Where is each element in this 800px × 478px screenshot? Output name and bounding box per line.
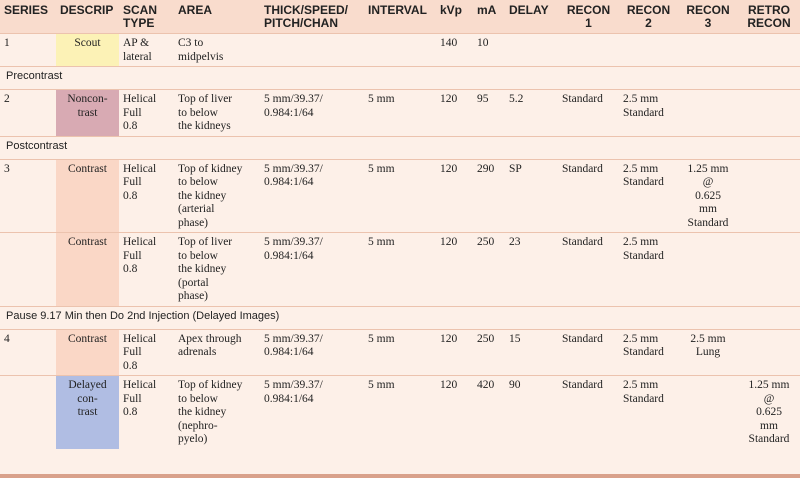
cell-kvp: 120 [436,90,473,137]
cell-series [0,376,56,449]
cell-descrip: Scout [56,34,119,67]
cell-kvp: 120 [436,159,473,233]
cell-recon-2 [619,34,678,67]
cell-delay: 90 [505,376,558,449]
cell-kvp: 140 [436,34,473,67]
cell-recon-1 [558,34,619,67]
header-interval: INTERVAL [364,0,436,34]
cell-thick-speed [260,34,364,67]
cell-interval [364,34,436,67]
table-row [0,329,800,376]
bottom-rule [0,474,800,478]
cell-recon-3 [678,233,738,307]
cell-recon-2: 2.5 mm Standard [619,90,678,137]
cell-interval: 5 mm [364,376,436,449]
cell-recon-2: 2.5 mm Standard [619,329,678,376]
cell-series [0,233,56,307]
cell-recon-3 [678,376,738,449]
section-row [0,67,800,90]
table-row [0,376,800,449]
cell-thick-speed: 5 mm/39.37/ 0.984:1/64 [260,90,364,137]
header-recon-1: RECON 1 [558,0,619,34]
cell-interval: 5 mm [364,90,436,137]
header-area: AREA [174,0,260,34]
section-row [0,306,800,329]
cell-thick-speed: 5 mm/39.37/ 0.984:1/64 [260,159,364,233]
cell-retro-recon: 1.25 mm @ 0.625 mm Standard [738,376,800,449]
cell-recon-1: Standard [558,90,619,137]
cell-area: Top of kidney to below the kidney (arterial phase) [174,159,260,233]
cell-descrip: Delayed con- trast [56,376,119,449]
cell-kvp: 120 [436,329,473,376]
cell-descrip: Contrast [56,329,119,376]
header-kvp: kVp [436,0,473,34]
header-ma: mA [473,0,505,34]
cell-delay: SP [505,159,558,233]
cell-recon-2: 2.5 mm Standard [619,233,678,307]
cell-retro-recon [738,90,800,137]
cell-delay: 5.2 [505,90,558,137]
cell-thick-speed: 5 mm/39.37/ 0.984:1/64 [260,233,364,307]
cell-recon-3: 1.25 mm @ 0.625 mm Standard [678,159,738,233]
table-row [0,233,800,307]
cell-recon-1: Standard [558,159,619,233]
cell-ma: 250 [473,233,505,307]
table-row [0,90,800,137]
cell-interval: 5 mm [364,233,436,307]
cell-series: 1 [0,34,56,67]
cell-interval: 5 mm [364,329,436,376]
cell-retro-recon [738,159,800,233]
cell-area: Top of liver to below the kidneys [174,90,260,137]
cell-area: Top of kidney to below the kidney (nephro- pyelo) [174,376,260,449]
table-row [0,34,800,67]
section-label: Postcontrast [0,136,800,159]
cell-delay: 15 [505,329,558,376]
table-row [0,159,800,233]
header-row [0,0,800,34]
cell-area: Apex through adrenals [174,329,260,376]
cell-delay: 23 [505,233,558,307]
cell-recon-3 [678,90,738,137]
cell-descrip: Noncon- trast [56,90,119,137]
cell-series: 2 [0,90,56,137]
cell-retro-recon [738,329,800,376]
cell-recon-1: Standard [558,233,619,307]
header-scan-type: SCAN TYPE [119,0,174,34]
cell-recon-2: 2.5 mm Standard [619,376,678,449]
cell-area: C3 to midpelvis [174,34,260,67]
cell-recon-3: 2.5 mm Lung [678,329,738,376]
cell-recon-1: Standard [558,376,619,449]
cell-ma: 420 [473,376,505,449]
cell-retro-recon [738,34,800,67]
cell-interval: 5 mm [364,159,436,233]
header-series: SERIES [0,0,56,34]
cell-retro-recon [738,233,800,307]
section-label: Precontrast [0,67,800,90]
header-recon-3: RECON 3 [678,0,738,34]
cell-descrip: Contrast [56,159,119,233]
cell-thick-speed: 5 mm/39.37/ 0.984:1/64 [260,329,364,376]
cell-descrip: Contrast [56,233,119,307]
cell-scan-type: AP & lateral [119,34,174,67]
header-delay: DELAY [505,0,558,34]
cell-area: Top of liver to below the kidney (portal phase) [174,233,260,307]
cell-thick-speed: 5 mm/39.37/ 0.984:1/64 [260,376,364,449]
cell-delay [505,34,558,67]
header-recon-2: RECON 2 [619,0,678,34]
cell-ma: 290 [473,159,505,233]
cell-recon-2: 2.5 mm Standard [619,159,678,233]
cell-scan-type: Helical Full 0.8 [119,233,174,307]
cell-recon-3 [678,34,738,67]
cell-scan-type: Helical Full 0.8 [119,329,174,376]
section-label: Pause 9.17 Min then Do 2nd Injection (Delayed Images) [0,306,800,329]
header-retro-recon: RETRO RECON [738,0,800,34]
header-descrip: DESCRIP [56,0,119,34]
header-thick-speed: THICK/SPEED/ PITCH/CHAN [260,0,364,34]
cell-scan-type: Helical Full 0.8 [119,376,174,449]
cell-kvp: 120 [436,233,473,307]
cell-ma: 95 [473,90,505,137]
cell-series: 4 [0,329,56,376]
cell-kvp: 120 [436,376,473,449]
cell-scan-type: Helical Full 0.8 [119,90,174,137]
cell-ma: 250 [473,329,505,376]
section-row [0,136,800,159]
cell-recon-1: Standard [558,329,619,376]
cell-scan-type: Helical Full 0.8 [119,159,174,233]
cell-ma: 10 [473,34,505,67]
cell-series: 3 [0,159,56,233]
